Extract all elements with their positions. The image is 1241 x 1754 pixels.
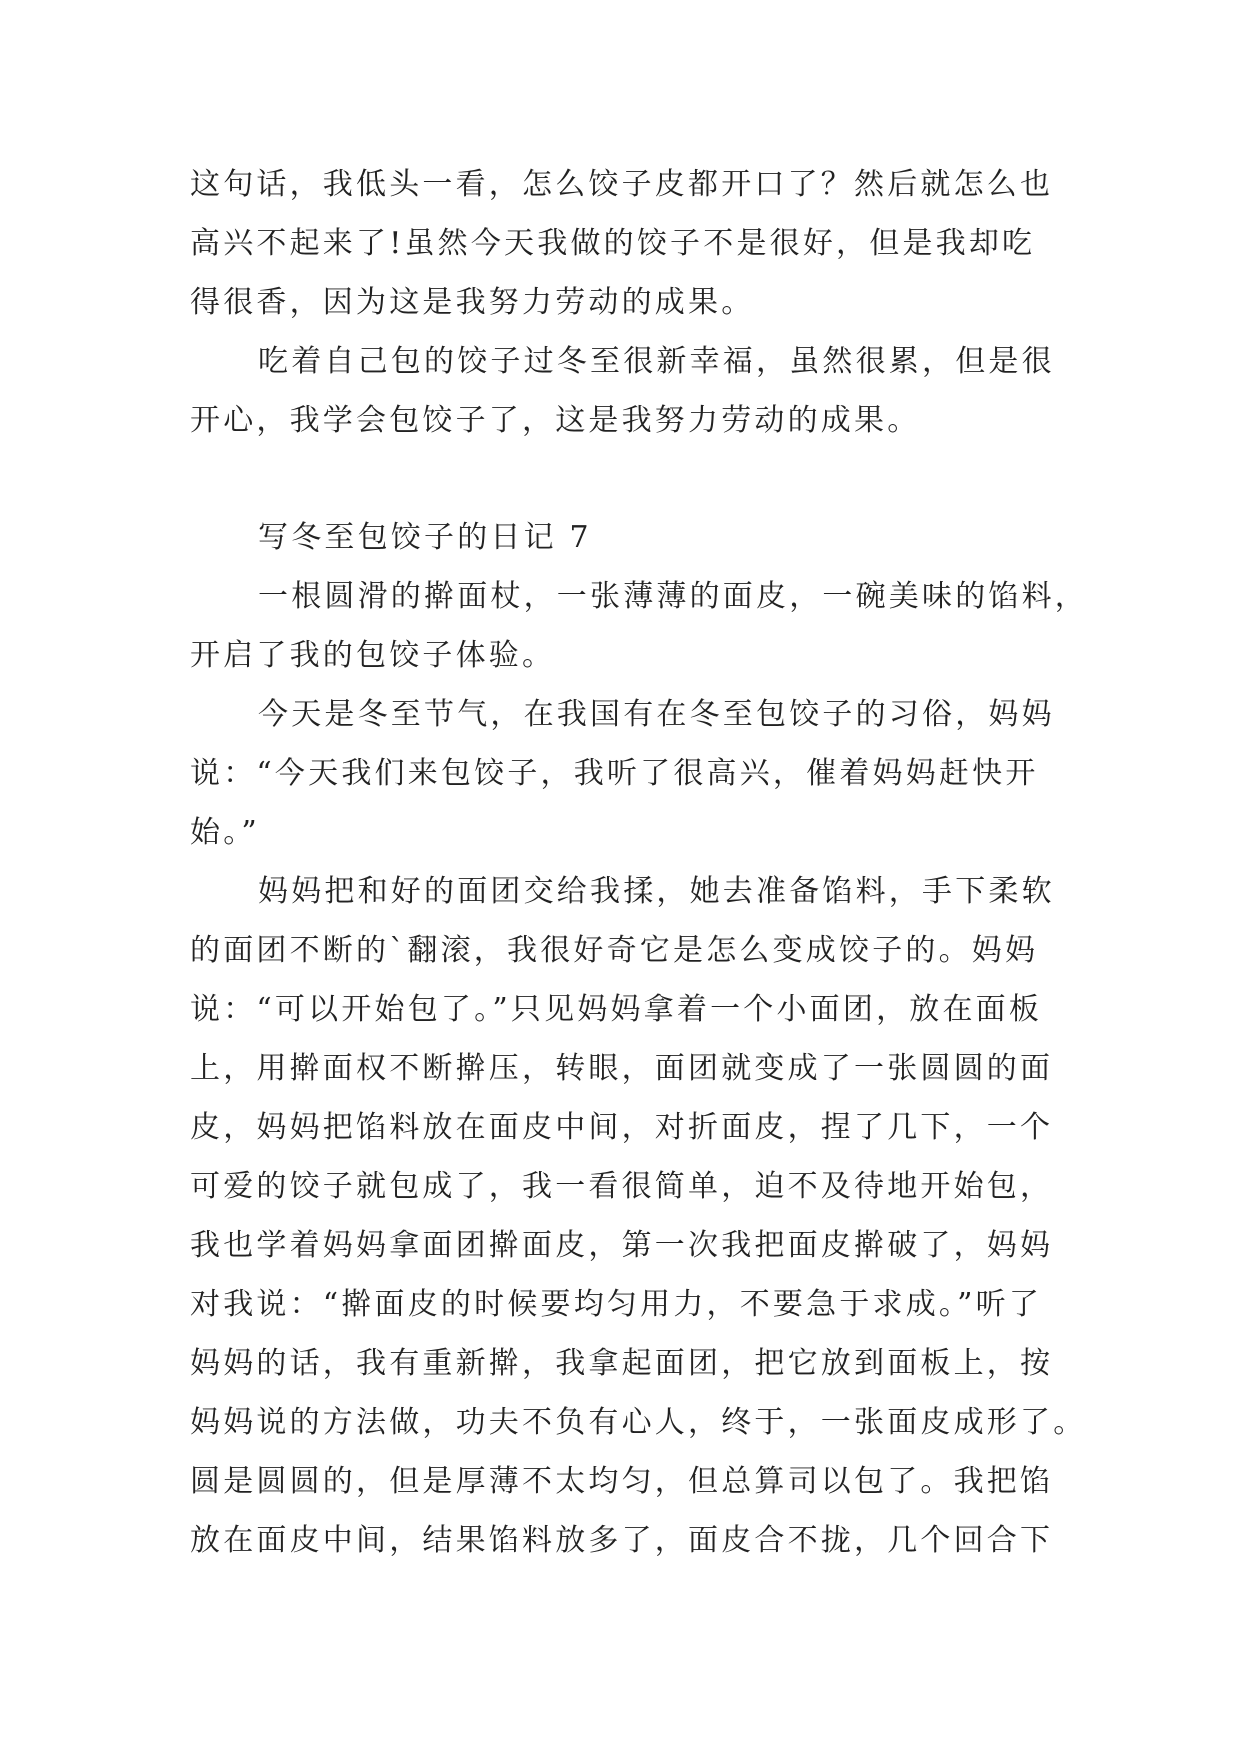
diary-title: 写冬至包饺子的日记 7: [258, 520, 592, 555]
text-line: 吃着自己包的饺子过冬至很新幸福，虽然很累，但是很: [258, 344, 1055, 379]
text-line: 今天是冬至节气，在我国有在冬至包饺子的习俗，妈妈: [258, 697, 1055, 732]
text-line: 妈妈把和好的面团交给我揉，她去准备馅料，手下柔软: [258, 874, 1055, 909]
text-line: 说：“今天我们来包饺子，我听了很高兴，催着妈妈赶快开: [190, 756, 1039, 791]
text-line: 这句话，我低头一看，怎么饺子皮都开口了？然后就怎么也: [190, 167, 1054, 202]
section-gap: [190, 450, 1070, 508]
text-line: 放在面皮中间，结果馅料放多了，面皮合不拢，几个回合下: [190, 1523, 1054, 1558]
text-line: 我也学着妈妈拿面团擀面皮，第一次我把面皮擀破了，妈妈: [190, 1228, 1054, 1263]
text-line: 皮，妈妈把馅料放在面皮中间，对折面皮，捏了几下，一个: [190, 1110, 1054, 1145]
text-line: 开启了我的包饺子体验。: [190, 638, 556, 673]
text-line: 的面团不断的`翻滚，我很好奇它是怎么变成饺子的。妈妈: [190, 933, 1039, 968]
text-line: 妈妈说的方法做，功夫不负有心人，终于，一张面皮成形了。: [190, 1405, 1087, 1440]
text-line: 高兴不起来了!虽然今天我做的饺子不是很好，但是我却吃: [190, 226, 1036, 261]
text-line: 妈妈的话，我有重新擀，我拿起面团，把它放到面板上，按: [190, 1346, 1054, 1381]
text-line: 可爱的饺子就包成了，我一看很简单，迫不及待地开始包，: [190, 1169, 1054, 1204]
text-line: 说：“可以开始包了。”只见妈妈拿着一个小面团，放在面板: [190, 992, 1043, 1027]
text-line: 开心，我学会包饺子了，这是我努力劳动的成果。: [190, 403, 921, 438]
text-line: 圆是圆圆的，但是厚薄不太均匀，但总算司以包了。我把馅: [190, 1464, 1054, 1499]
text-line: 一根圆滑的擀面杖，一张薄薄的面皮，一碗美味的馅料，: [258, 579, 1088, 614]
text-line: 得很香，因为这是我努力劳动的成果。: [190, 285, 755, 320]
text-line: 对我说：“擀面皮的时候要均匀用力，不要急于求成。”听了: [190, 1287, 1043, 1322]
text-line: 始。”: [190, 815, 260, 850]
text-line: 上，用擀面权不断擀压，转眼，面团就变成了一张圆圆的面: [190, 1051, 1054, 1086]
document-body: [190, 155, 1088, 1570]
